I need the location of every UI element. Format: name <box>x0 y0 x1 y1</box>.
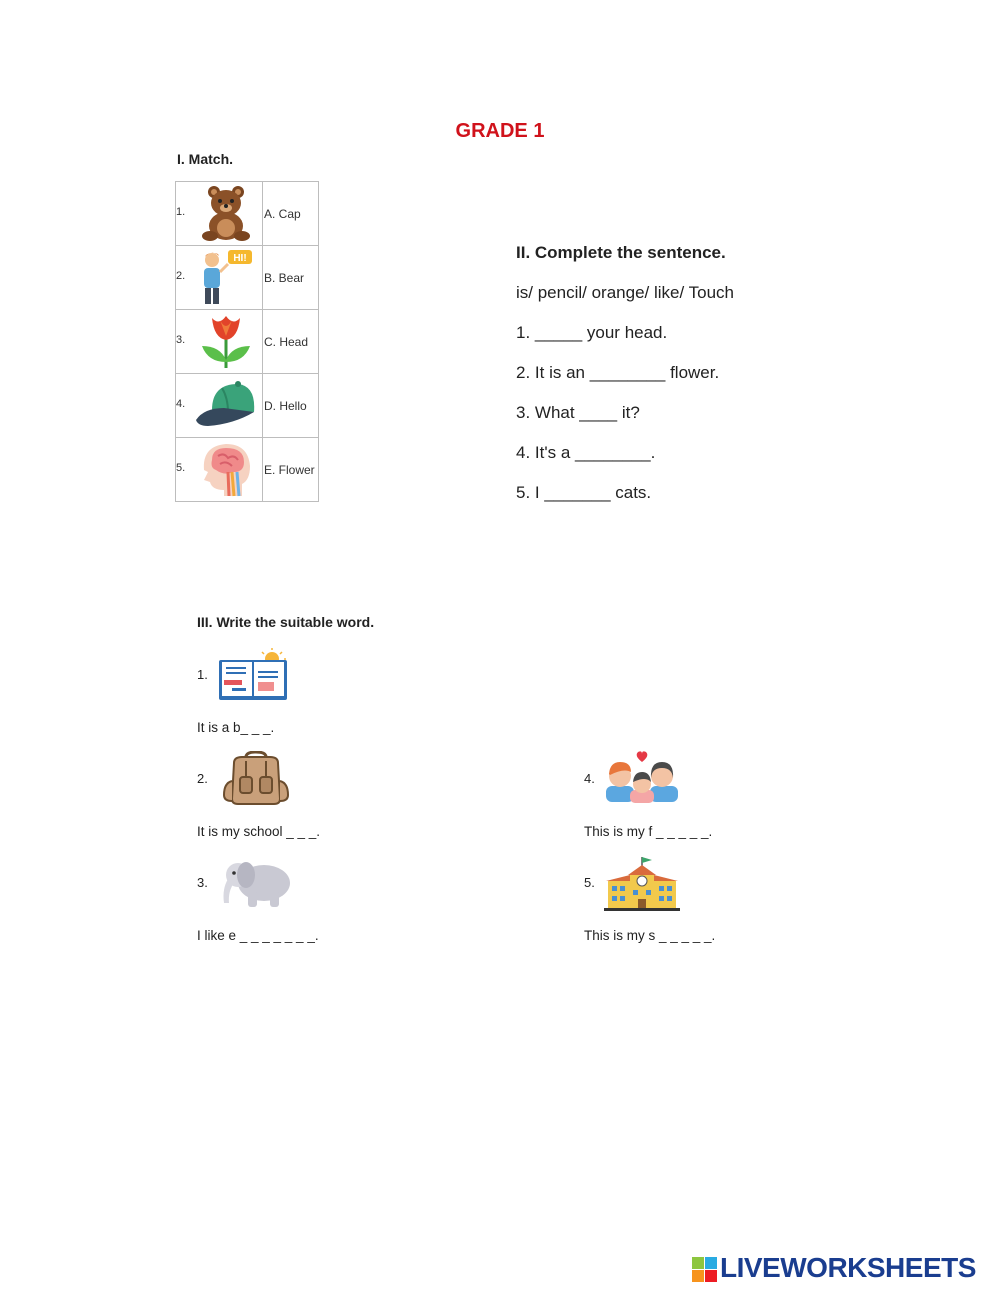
page-title: GRADE 1 <box>455 120 545 142</box>
answer-cell: A. Cap <box>263 182 319 246</box>
item-text: This is my s _ _ _ _ _. <box>584 928 716 943</box>
section2-heading: II. Complete the sentence. <box>516 243 726 262</box>
section3-heading: III. Write the suitable word. <box>197 614 375 630</box>
family-icon <box>604 750 680 804</box>
answer-cell: C. Head <box>263 310 319 374</box>
item-text: It is a b_ _ _. <box>197 720 275 735</box>
row-number: 4. <box>176 398 186 410</box>
row-number: 3. <box>176 334 186 346</box>
svg-text:HI!: HI! <box>233 253 247 264</box>
match-table <box>175 181 319 502</box>
item-number: 2. <box>197 771 208 786</box>
row-number: 5. <box>176 462 186 474</box>
cap-icon <box>194 376 258 434</box>
answer-cell: B. Bear <box>263 246 319 310</box>
table-row <box>176 182 319 246</box>
backpack-icon <box>222 751 290 805</box>
row-number: 1. <box>176 206 186 218</box>
row-number: 2. <box>176 270 186 282</box>
section1-heading: I. Match. <box>177 151 234 167</box>
answer-cell: E. Flower <box>263 438 319 502</box>
head-brain-icon <box>194 440 258 498</box>
table-row <box>176 310 319 374</box>
sentence-2: 2. It is an ________ flower. <box>516 363 720 382</box>
liveworksheets-logo-text[interactable]: LIVEWORKSHEETS <box>720 1252 976 1283</box>
school-icon <box>604 855 680 911</box>
sentence-3: 3. What ____ it? <box>516 403 640 422</box>
table-row <box>176 438 319 502</box>
book-icon <box>218 648 290 702</box>
table-row <box>176 246 319 310</box>
sentence-5: 5. I _______ cats. <box>516 483 652 502</box>
elephant-icon <box>218 855 294 909</box>
item-number: 5. <box>584 875 595 890</box>
boy-hello-icon <box>194 248 258 306</box>
word-bank: is/ pencil/ orange/ like/ Touch <box>516 283 734 302</box>
answer-cell: D. Hello <box>263 374 319 438</box>
liveworksheets-logo-icon <box>692 1257 718 1283</box>
item-number: 4. <box>584 771 595 786</box>
item-text: This is my f _ _ _ _ _. <box>584 824 713 839</box>
tulip-icon <box>194 312 258 370</box>
item-number: 3. <box>197 875 208 890</box>
table-row <box>176 374 319 438</box>
sentence-1: 1. _____ your head. <box>516 323 668 342</box>
bear-icon <box>194 184 258 242</box>
item-number: 1. <box>197 667 208 682</box>
item-text: It is my school _ _ _. <box>197 824 321 839</box>
sentence-4: 4. It's a ________. <box>516 443 656 462</box>
item-text: I like e _ _ _ _ _ _ _. <box>197 928 319 943</box>
